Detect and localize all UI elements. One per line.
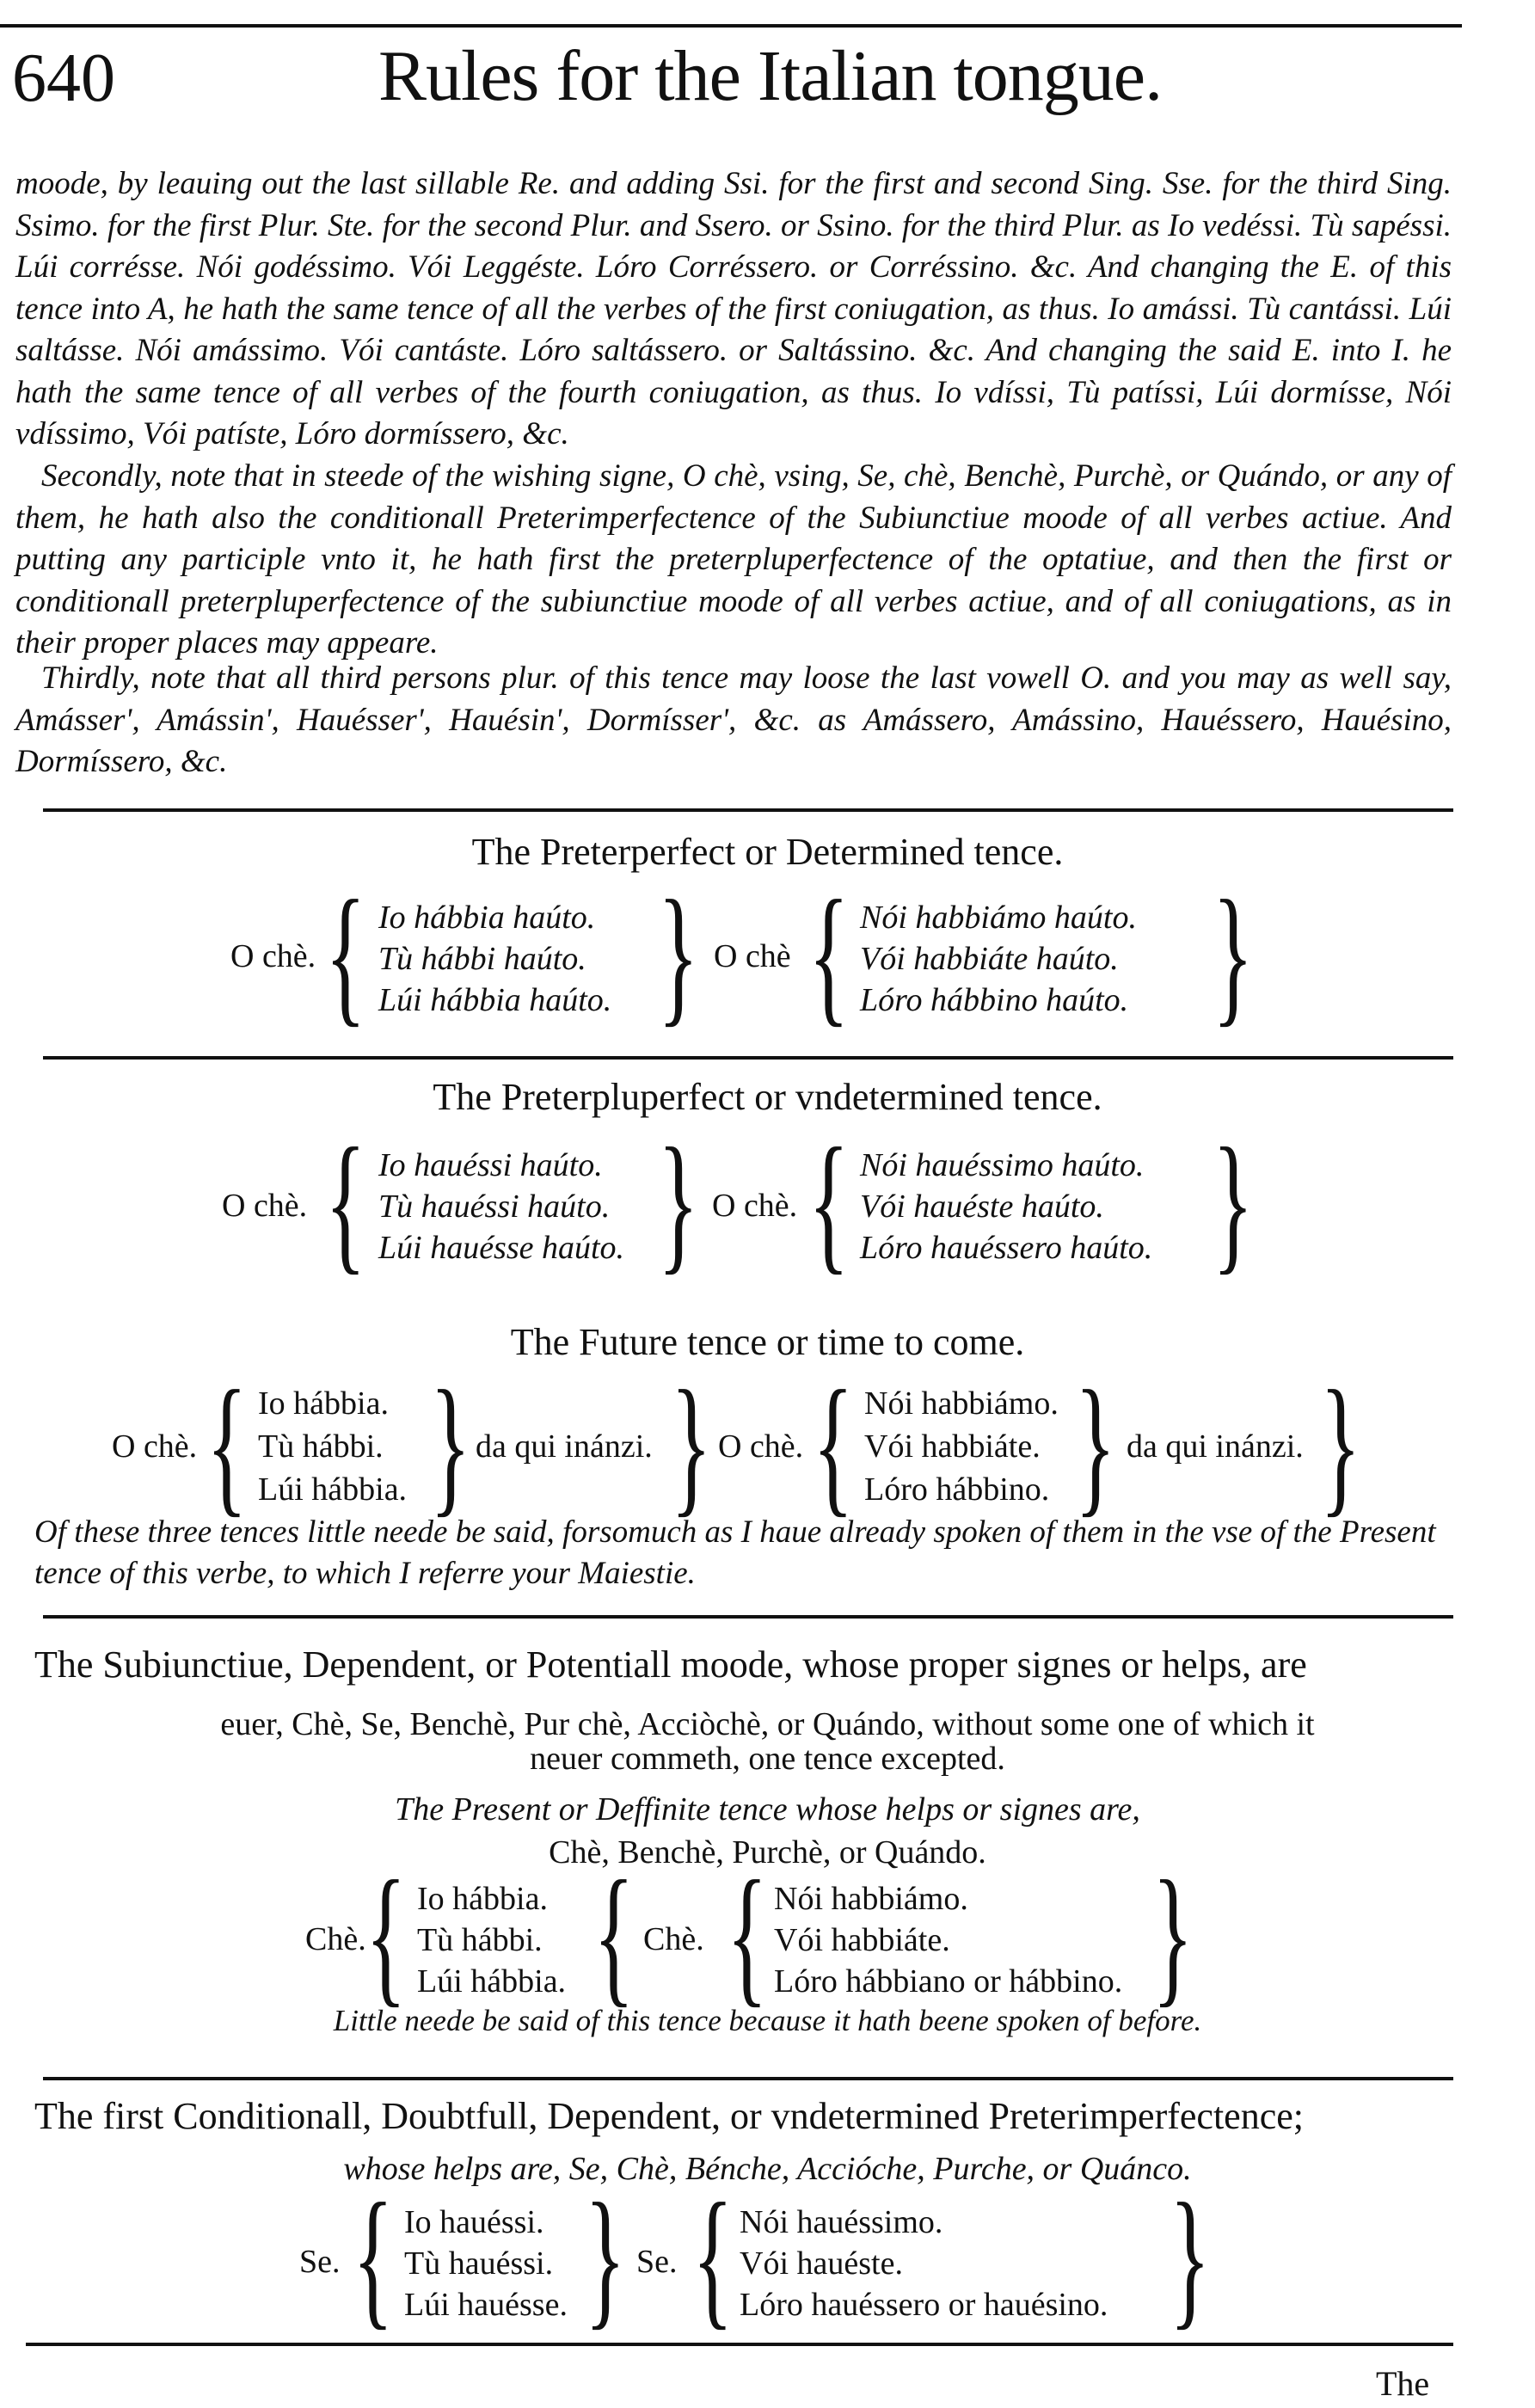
brace: { (353, 2172, 394, 2343)
conj-line: Tù hábbi haúto. (378, 941, 586, 977)
conditional-subtitle: whose helps are, Se, Chè, Bénche, Accióche, Purche, or Quánco. (343, 2151, 1192, 2187)
conj-line: Lúi hábbia haúto. (378, 982, 612, 1018)
conj-line: Lóro hábbino haúto. (860, 982, 1129, 1018)
brace: { (813, 1359, 854, 1530)
future-suffix: da qui inánzi. (476, 1428, 653, 1465)
conj-line: Nói habbiámo. (864, 1385, 1059, 1422)
brace: } (1152, 1849, 1194, 2020)
conj-line: Lúi hábbia. (258, 1471, 408, 1508)
page-title: Rules for the Italian tongue. (378, 36, 1163, 116)
conj-line: Io hauéssi haúto. (378, 1147, 603, 1183)
conj-line: Nói hauéssimo haúto. (860, 1147, 1145, 1183)
intro-paragraph-1: moode, by leauing out the last sillable Re. and adding Ssi. for the first and second Sing. Sse. for the third Sing. Ssimo. for the first Plur. Ste. for the second Plur. and Ssero. or Ssino. for the third Plur. as Io vedéssi. Tù sapéssi. Lúi corrésse. Nói godéssimo. Vói Leggéste. Lóro Corréssero. or Corréssino. &c. And changing the E. of this tence into A, he hath the same tence of all the verbes of the first coniugation, as thus. Io amássi. Tù cantássi. Lúi saltásse. Nói amássimo. Vói cantáste. Lóro saltássero. or Saltássino. &c. And changing the said E. into I. he hath the same tence of all verbes of the fourth coniugation, as thus. Io vdíssi, Tù patíssi, Lúi dormísse, Nói vdíssimo, Vói patíste, Lóro dormíssero, &c. (15, 166, 1452, 452)
brace: } (1213, 1116, 1254, 1287)
section-title-conditional: The first Conditionall, Doubtfull, Dependent, or vndetermined Preterimperfectence; (34, 2095, 1304, 2137)
conj-line: Lóro hauéssero haúto. (860, 1230, 1153, 1266)
divider-rule (43, 1615, 1453, 1619)
bottom-rule (26, 2343, 1453, 2346)
conj-line: Vói habbiáte. (774, 1922, 950, 1958)
brace: } (585, 2172, 626, 2343)
header-rule (0, 24, 1462, 28)
lead-left: Chè. (305, 1921, 366, 1957)
lead-left: O chè. (112, 1428, 198, 1465)
brace: } (671, 1359, 712, 1530)
lead-left: O chè. (222, 1188, 308, 1224)
section-title-preterperfect: The Preterperfect or Determined tence. (471, 831, 1064, 873)
brace: { (365, 1849, 407, 2020)
conj-line: Vói hauéste. (740, 2245, 903, 2282)
intro-paragraph-3: Thirdly, note that all third persons plur. of this tence may loose the last vowell O. and you may as well say, Amásser', Amássin', Hauésser', Hauésin', Dormísser', &c. as Amássero, Amássino, Hauéssero, Hauésino, Dormíssero, &c. (15, 660, 1452, 779)
section-title-preterpluperfect: The Preterpluperfect or vndetermined tence. (433, 1076, 1102, 1118)
lead-right: O chè. (712, 1188, 798, 1224)
lead-right: O chè (714, 938, 791, 974)
lead-right: Se. (636, 2244, 678, 2280)
brace: { (593, 1849, 635, 2020)
lead-right: Chè. (643, 1921, 704, 1957)
conj-line: Nói habbiámo. (774, 1881, 968, 1917)
brace: { (808, 1116, 850, 1287)
conj-line: Lóro hábbiano or hábbino. (774, 1963, 1123, 2000)
brace: } (658, 869, 699, 1040)
conj-line: Lóro hauéssero or hauésino. (740, 2287, 1108, 2323)
brace: { (325, 869, 366, 1040)
conj-line: Vói habbiáte haúto. (860, 941, 1119, 977)
subjunctive-signes-2: neuer commeth, one tence excepted. (530, 1741, 1005, 1777)
conj-line: Io hauéssi. (404, 2204, 544, 2240)
divider-rule (43, 808, 1453, 812)
conj-line: Nói habbiámo haúto. (860, 900, 1137, 936)
conj-line: Tù hábbi. (417, 1922, 543, 1958)
conj-line: Lúi hauésse. (404, 2287, 568, 2323)
brace: } (1170, 2172, 1211, 2343)
conj-line: Lúi hábbia. (417, 1963, 567, 2000)
conj-line: Vói hauéste haúto. (860, 1189, 1104, 1225)
brace: { (206, 1359, 248, 1530)
lead-left: O chè. (230, 938, 316, 974)
future-suffix: da qui inánzi. (1127, 1428, 1304, 1465)
brace: { (727, 1849, 768, 2020)
page-number: 640 (12, 40, 115, 116)
future-note: Of these three tences little neede be said, forsomuch as I haue already spoken of them in the vse of the Present tence of this verbe, to which I referre your Maiestie. (34, 1514, 1436, 1591)
subjunctive-subtitle: The Present or Deffinite tence whose helps or signes are, (395, 1791, 1140, 1828)
brace: } (430, 1359, 471, 1530)
lead-right: O chè. (718, 1428, 804, 1465)
conj-line: Tù hauéssi. (404, 2245, 554, 2282)
conj-line: Tù hauéssi haúto. (378, 1189, 611, 1225)
subjunctive-signes: euer, Chè, Se, Benchè, Pur chè, Acciòchè, or Quándo, without some one of which it (220, 1706, 1315, 1742)
brace: } (1075, 1359, 1116, 1530)
conj-line: Io hábbia haúto. (378, 900, 596, 936)
conj-line: Lúi hauésse haúto. (378, 1230, 625, 1266)
brace: } (1213, 869, 1254, 1040)
conj-line: Tù hábbi. (258, 1428, 384, 1465)
divider-rule (43, 2077, 1453, 2080)
intro-paragraph-2: Secondly, note that in steede of the wishing signe, O chè, vsing, Se, chè, Benchè, Purchè, or Quándo, or any of them, he hath also the conditionall Preterimperfectence of the Subiunctiue moode of all verbes actiue. And putting any participle vnto it, he hath first the preterpluperfectence of the optatiue, and then the first or conditionall preterpluperfectence of the subiunctiue moode of all verbes actiue, and of all coniugations, as in their proper places may appeare. (15, 458, 1452, 660)
conj-line: Vói habbiáte. (864, 1428, 1041, 1465)
conj-line: Io hábbia. (417, 1881, 548, 1917)
brace: { (692, 2172, 734, 2343)
brace: { (325, 1116, 366, 1287)
conj-line: Io hábbia. (258, 1385, 389, 1422)
conj-line: Nói hauéssimo. (740, 2204, 943, 2240)
brace: } (658, 1116, 699, 1287)
lead-left: Se. (299, 2244, 341, 2280)
catchword: The (1376, 2364, 1430, 2403)
section-title-future: The Future tence or time to come. (510, 1321, 1025, 1363)
subjunctive-subtitle-2: Chè, Benchè, Purchè, or Quándo. (549, 1834, 986, 1870)
conj-line: Lóro hábbino. (864, 1471, 1050, 1508)
section-title-subjunctive: The Subiunctiue, Dependent, or Potentiall moode, whose proper signes or helps, are (34, 1643, 1307, 1686)
subjunctive-note: Little neede be said of this tence because it hath beene spoken of before. (333, 2004, 1202, 2037)
brace: } (1320, 1359, 1361, 1530)
divider-rule (43, 1056, 1453, 1060)
brace: { (808, 869, 850, 1040)
